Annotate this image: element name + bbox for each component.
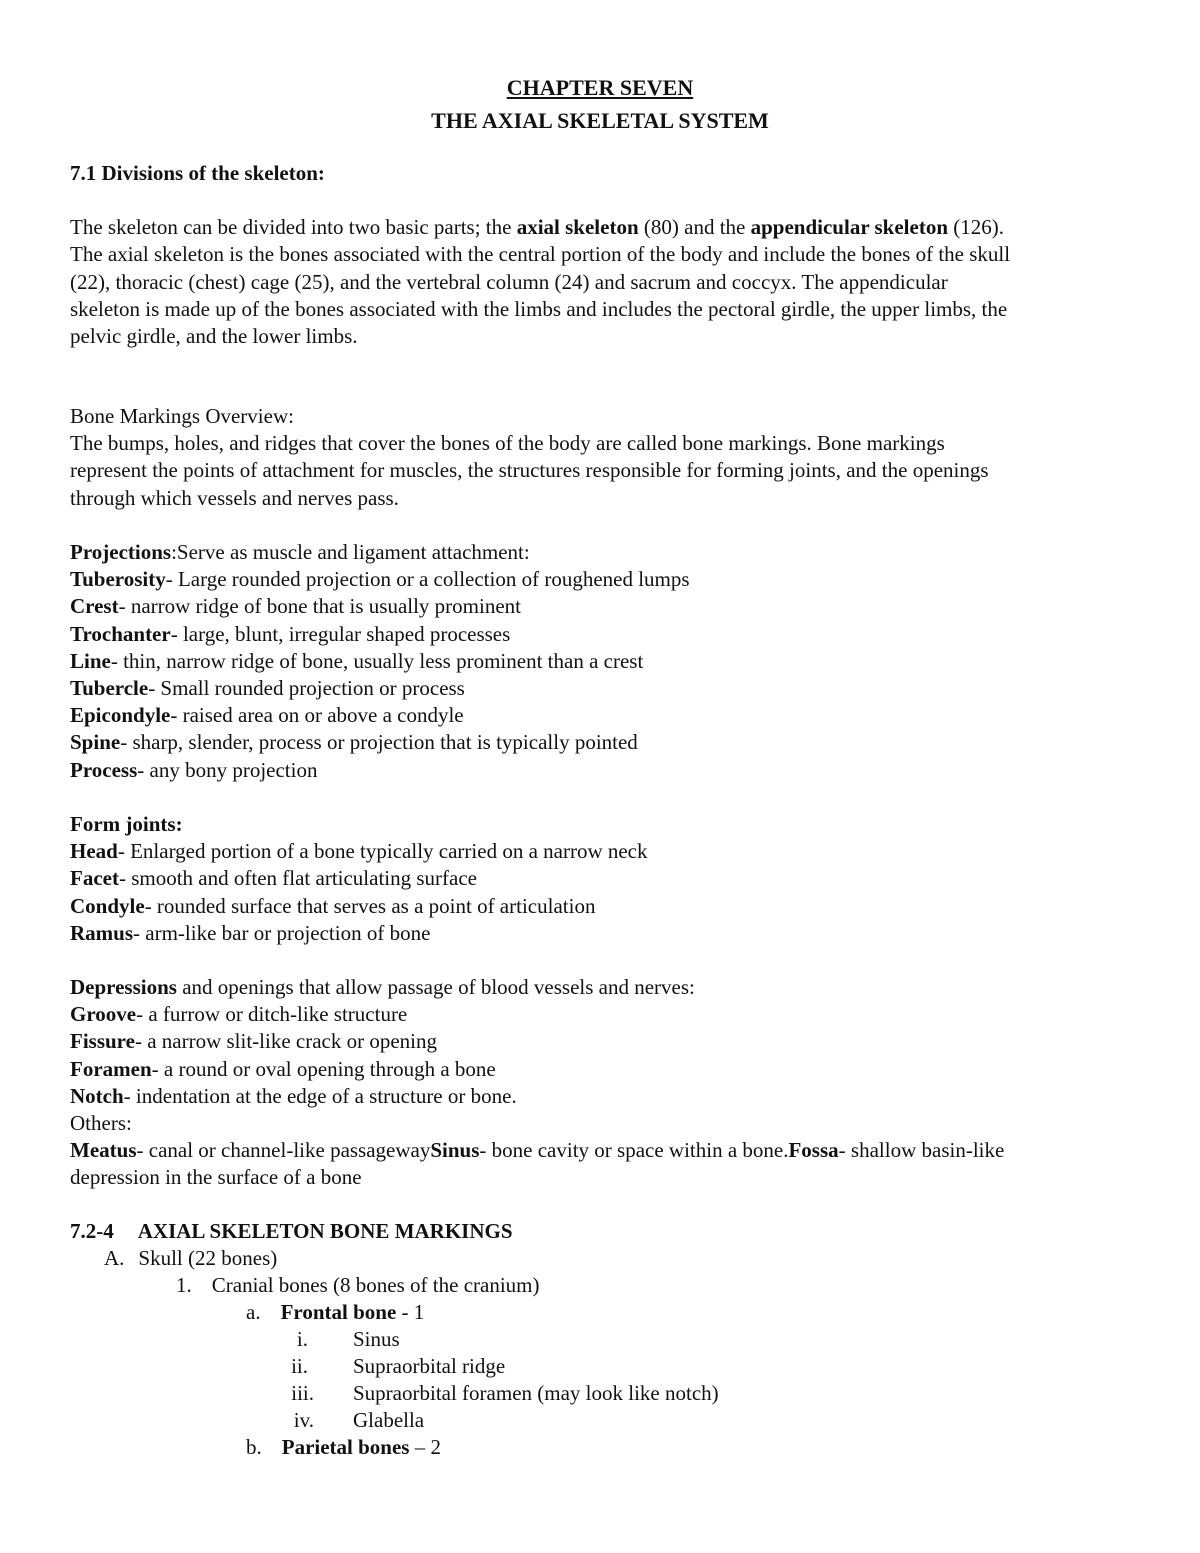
divisions-line-4: skeleton is made up of the bones associated with the limbs and includes the pectoral girdle, the upper limbs, the: [70, 296, 1008, 321]
overview-line-2: represent the points of attachment for muscles, the structures responsible for forming joints, and the openings: [70, 458, 989, 483]
list-item: Foramen- a round or oval opening through a bone: [70, 1056, 496, 1081]
list-item: Trochanter- large, blunt, irregular shaped processes: [70, 621, 511, 646]
divisions-line-3: (22), thoracic (chest) cage (25), and the vertebral column (24) and sacrum and coccyx. The appendicular: [70, 269, 948, 294]
overview-heading: Bone Markings Overview:: [70, 404, 294, 428]
list-item: Process- any bony projection: [70, 757, 318, 782]
joints-section: [70, 811, 1130, 947]
overview-section: [70, 403, 1130, 512]
overview-line-3: through which vessels and nerves pass.: [70, 485, 399, 510]
list-item: Notch- indentation at the edge of a structure or bone.: [70, 1083, 517, 1108]
roman-item: Supraorbital ridge: [353, 1354, 506, 1378]
overview-line-1: The bumps, holes, and ridges that cover the bones of the body are called bone markings. Bone markings: [70, 431, 945, 456]
divisions-line-5: pelvic girdle, and the lower limbs.: [70, 324, 358, 349]
divisions-section: [70, 160, 1130, 350]
axial-heading: 7.2-4 AXIAL SKELETON BONE MARKINGS: [70, 1219, 513, 1243]
list-item: Spine- sharp, slender, process or projection that is typically pointed: [70, 730, 638, 755]
roman-marker: iv.: [293, 1408, 314, 1432]
roman-marker: iii.: [291, 1381, 314, 1405]
joints-heading: Form joints:: [70, 812, 183, 836]
chapter-subtitle: THE AXIAL SKELETAL SYSTEM: [431, 108, 769, 133]
projections-heading: Projections:Serve as muscle and ligament attachment:: [70, 540, 530, 564]
roman-marker: ii.: [291, 1354, 308, 1378]
list-item: Fissure- a narrow slit-like crack or opening: [70, 1029, 438, 1054]
list-item: Facet- smooth and often flat articulating surface: [70, 866, 478, 891]
outline-item-1: 1. Cranial bones (8 bones of the cranium): [176, 1273, 540, 1297]
list-item: Crest- narrow ridge of bone that is usually prominent: [70, 594, 521, 619]
depressions-heading: Depressions and openings that allow passage of blood vessels and nerves:: [70, 975, 695, 999]
list-item: Line- thin, narrow ridge of bone, usually less prominent than a crest: [70, 648, 644, 673]
list-item: Epicondyle- raised area on or above a condyle: [70, 703, 464, 728]
outline-item-frontal: a. Frontal bone - 1: [246, 1300, 425, 1324]
divisions-heading: 7.1 Divisions of the skeleton:: [70, 161, 325, 185]
roman-item: Sinus: [353, 1327, 400, 1351]
divisions-line-1: The skeleton can be divided into two basic parts; the axial skeleton (80) and the appendicular skeleton (126).: [70, 215, 1005, 240]
list-item: Condyle- rounded surface that serves as a point of articulation: [70, 893, 596, 918]
others-label: Others:: [70, 1111, 132, 1136]
list-item: Ramus- arm-like bar or projection of bone: [70, 920, 431, 945]
projections-section: [70, 539, 1130, 784]
list-item: Tubercle- Small rounded projection or process: [70, 676, 465, 701]
divisions-line-2: The axial skeleton is the bones associated with the central portion of the body and include the bones of the skull: [70, 242, 1011, 267]
outline-item-a: A. Skull (22 bones): [104, 1246, 278, 1270]
roman-item: Glabella: [353, 1408, 425, 1432]
depressions-section: [70, 974, 1130, 1192]
list-item: Tuberosity- Large rounded projection or a collection of roughened lumps: [70, 567, 690, 592]
others-line-2: depression in the surface of a bone: [70, 1165, 362, 1190]
outline-item-parietal: b. Parietal bones – 2: [246, 1435, 441, 1459]
chapter-title: CHAPTER SEVEN: [506, 75, 694, 100]
roman-marker: i.: [296, 1327, 308, 1351]
list-item: Head- Enlarged portion of a bone typically carried on a narrow neck: [70, 839, 648, 864]
axial-section: [70, 1218, 1130, 1478]
others-line-1: Meatus- canal or channel-like passagewaySinus- bone cavity or space within a bone.Fossa- shallow basin-like: [70, 1138, 1005, 1163]
roman-item: Supraorbital foramen (may look like notch): [353, 1381, 719, 1405]
list-item: Groove- a furrow or ditch-like structure: [70, 1002, 408, 1027]
